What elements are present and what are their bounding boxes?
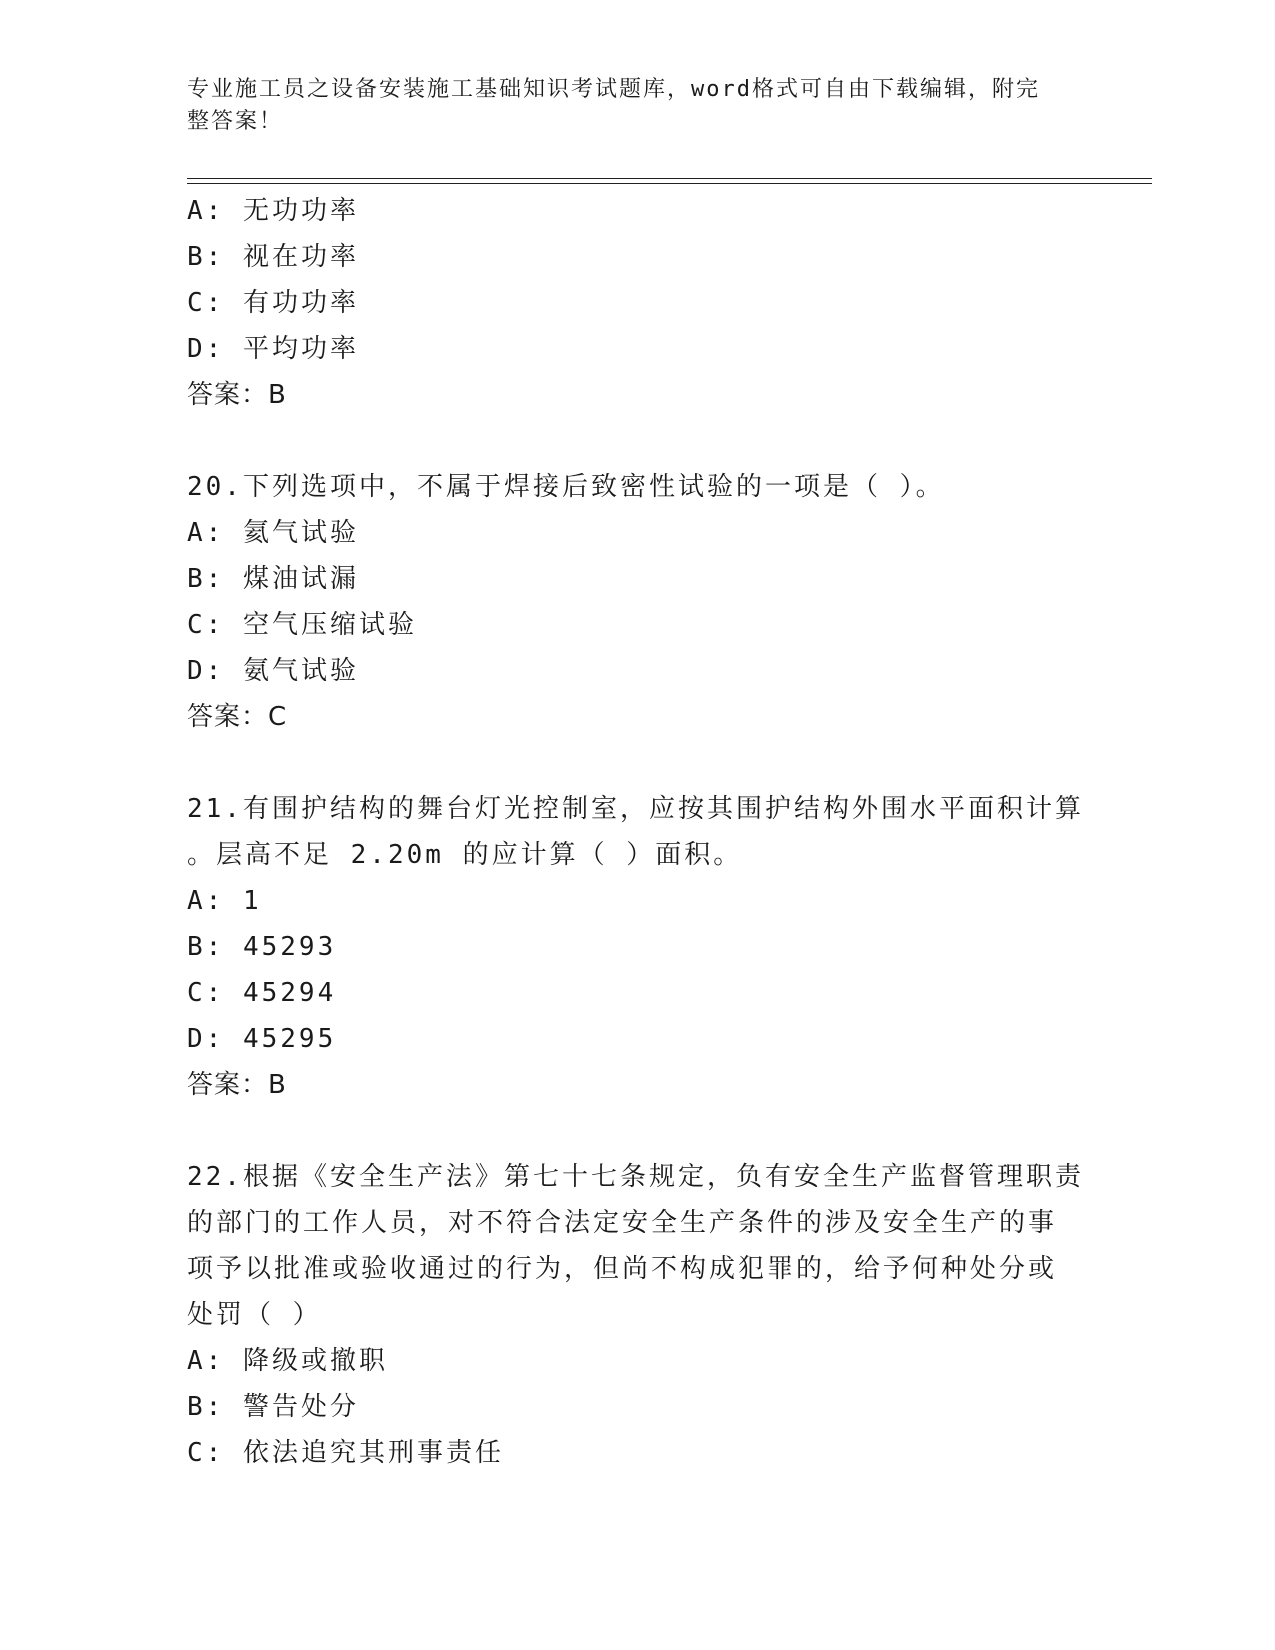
option-d: D: 45295 (187, 1024, 337, 1054)
answer: 答案：B (187, 1070, 287, 1100)
question-text (187, 1154, 1087, 1338)
question-21 (187, 786, 1087, 1108)
question-line: 项予以批准或验收通过的行为，但尚不构成犯罪的，给予何种处分或 (187, 1254, 1058, 1284)
option-c: C: 依法追究其刑事责任 (187, 1438, 504, 1468)
option-a: A: 降级或撤职 (187, 1346, 388, 1376)
option-b: B: 煤油试漏 (187, 564, 359, 594)
question-line: 的部门的工作人员，对不符合法定安全生产条件的涉及安全生产的事 (187, 1208, 1058, 1238)
spacer (187, 740, 1087, 786)
spacer (187, 1108, 1087, 1154)
option-b: B: 视在功率 (187, 242, 359, 272)
question-text (187, 464, 1087, 510)
header-divider-top (187, 178, 1152, 179)
question-line: 处罚（ ） (187, 1300, 322, 1330)
option-d: D: 平均功率 (187, 334, 359, 364)
question-20 (187, 464, 1087, 740)
question-line: 20.下列选项中，不属于焊接后致密性试验的一项是（ ）。 (187, 472, 945, 502)
answer: 答案：C (187, 702, 288, 732)
option-d: D: 氨气试验 (187, 656, 359, 686)
option-c: C: 有功功率 (187, 288, 359, 318)
option-c: C: 45294 (187, 978, 337, 1008)
option-a: A: 1 (187, 886, 262, 916)
option-b: B: 警告处分 (187, 1392, 359, 1422)
question-text (187, 786, 1087, 878)
question-list (187, 188, 1087, 1476)
header-line-2: 整答案！ (187, 109, 284, 134)
option-a: A: 无功功率 (187, 196, 359, 226)
question-22 (187, 1154, 1087, 1476)
question-line: 22.根据《安全生产法》第七十七条规定，负有安全生产监督管理职责 (187, 1162, 1084, 1192)
option-a: A: 氦气试验 (187, 518, 359, 548)
header-divider-bottom (187, 183, 1152, 184)
question-line: 21.有围护结构的舞台灯光控制室，应按其围护结构外围水平面积计算 (187, 794, 1084, 824)
question-line: 。层高不足 2.20m 的应计算（ ）面积。 (187, 840, 743, 870)
header-line-1: 专业施工员之设备安装施工基础知识考试题库，word格式可自由下载编辑，附完 (187, 77, 1040, 102)
option-c: C: 空气压缩试验 (187, 610, 417, 640)
option-b: B: 45293 (187, 932, 337, 962)
answer: 答案：B (187, 380, 287, 410)
spacer (187, 418, 1087, 464)
document-header (187, 74, 1067, 138)
question-19-continuation (187, 188, 1087, 418)
